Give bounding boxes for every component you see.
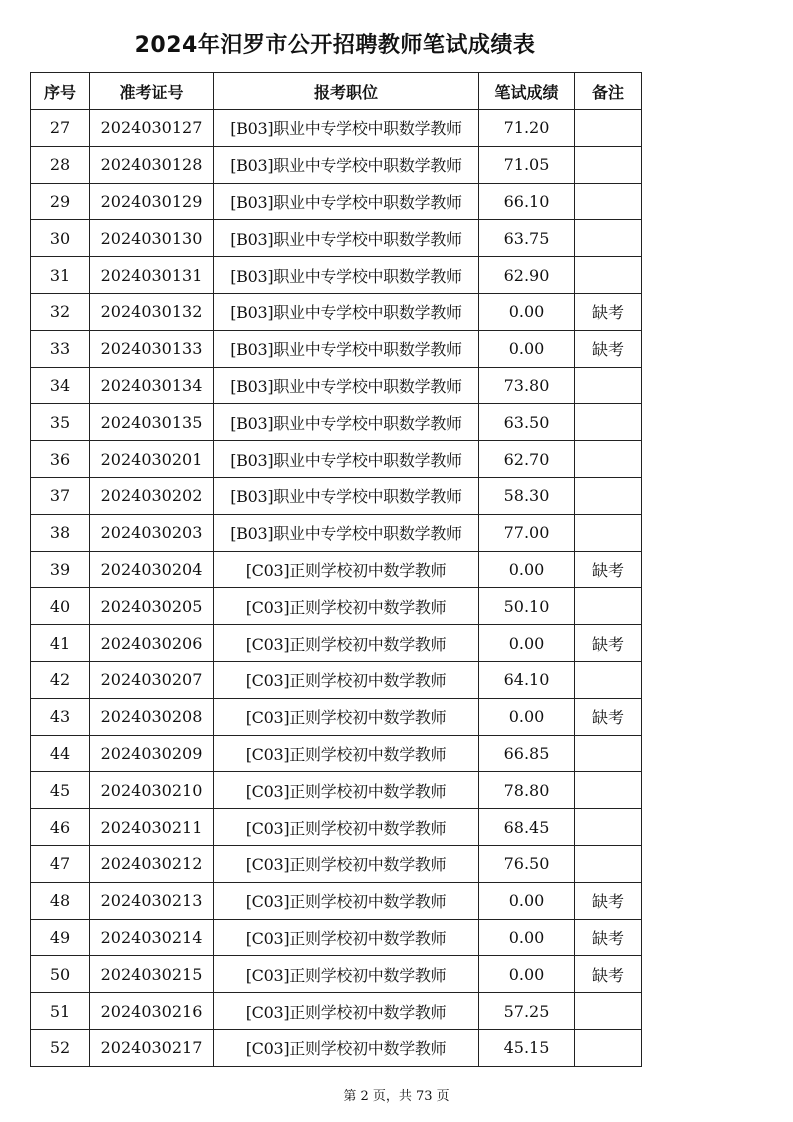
cell-position: [C03]正则学校初中数学教师 xyxy=(214,956,479,993)
cell-serial-no: 31 xyxy=(31,257,90,294)
cell-serial-no: 49 xyxy=(31,919,90,956)
table-row xyxy=(31,1029,642,1066)
table-row xyxy=(31,993,642,1030)
cell-score: 66.85 xyxy=(479,735,575,772)
cell-ticket-no: 2024030206 xyxy=(90,625,214,662)
cell-remark xyxy=(575,220,642,257)
table-header-row xyxy=(31,73,642,110)
cell-position: [C03]正则学校初中数学教师 xyxy=(214,735,479,772)
cell-remark xyxy=(575,367,642,404)
cell-ticket-no: 2024030131 xyxy=(90,257,214,294)
cell-score: 64.10 xyxy=(479,661,575,698)
cell-position: [B03]职业中专学校中职数学教师 xyxy=(214,514,479,551)
cell-serial-no: 48 xyxy=(31,882,90,919)
cell-score: 62.70 xyxy=(479,441,575,478)
cell-position: [B03]职业中专学校中职数学教师 xyxy=(214,441,479,478)
cell-ticket-no: 2024030128 xyxy=(90,146,214,183)
cell-score: 0.00 xyxy=(479,293,575,330)
cell-position: [C03]正则学校初中数学教师 xyxy=(214,772,479,809)
cell-serial-no: 27 xyxy=(31,110,90,147)
cell-remark xyxy=(575,183,642,220)
cell-ticket-no: 2024030208 xyxy=(90,698,214,735)
cell-remark xyxy=(575,661,642,698)
cell-score: 62.90 xyxy=(479,257,575,294)
cell-ticket-no: 2024030216 xyxy=(90,993,214,1030)
cell-score: 78.80 xyxy=(479,772,575,809)
cell-position: [B03]职业中专学校中职数学教师 xyxy=(214,183,479,220)
cell-position: [C03]正则学校初中数学教师 xyxy=(214,882,479,919)
cell-score: 63.75 xyxy=(479,220,575,257)
table-row xyxy=(31,625,642,662)
cell-remark: 缺考 xyxy=(575,882,642,919)
table-row xyxy=(31,735,642,772)
cell-serial-no: 44 xyxy=(31,735,90,772)
cell-serial-no: 33 xyxy=(31,330,90,367)
header-ticket-no: 准考证号 xyxy=(90,73,214,110)
page-title: 2024年汨罗市公开招聘教师笔试成绩表 xyxy=(134,33,536,58)
scores-table xyxy=(30,72,642,1067)
cell-score: 45.15 xyxy=(479,1029,575,1066)
cell-remark xyxy=(575,588,642,625)
cell-remark xyxy=(575,146,642,183)
cell-ticket-no: 2024030210 xyxy=(90,772,214,809)
cell-remark xyxy=(575,809,642,846)
cell-remark xyxy=(575,110,642,147)
cell-remark xyxy=(575,477,642,514)
cell-ticket-no: 2024030213 xyxy=(90,882,214,919)
cell-position: [C03]正则学校初中数学教师 xyxy=(214,845,479,882)
cell-serial-no: 30 xyxy=(31,220,90,257)
table-row xyxy=(31,477,642,514)
cell-remark xyxy=(575,772,642,809)
page-footer: 第 2 页，共 73 页 xyxy=(343,1089,450,1104)
table-row xyxy=(31,845,642,882)
table-row xyxy=(31,809,642,846)
cell-position: [B03]职业中专学校中职数学教师 xyxy=(214,367,479,404)
table-row xyxy=(31,956,642,993)
cell-ticket-no: 2024030204 xyxy=(90,551,214,588)
cell-position: [C03]正则学校初中数学教师 xyxy=(214,588,479,625)
cell-position: [B03]职业中专学校中职数学教师 xyxy=(214,110,479,147)
cell-ticket-no: 2024030135 xyxy=(90,404,214,441)
cell-ticket-no: 2024030215 xyxy=(90,956,214,993)
cell-serial-no: 52 xyxy=(31,1029,90,1066)
cell-ticket-no: 2024030201 xyxy=(90,441,214,478)
table-row xyxy=(31,661,642,698)
cell-position: [C03]正则学校初中数学教师 xyxy=(214,661,479,698)
cell-score: 0.00 xyxy=(479,330,575,367)
table-row xyxy=(31,404,642,441)
cell-serial-no: 51 xyxy=(31,993,90,1030)
cell-position: [B03]职业中专学校中职数学教师 xyxy=(214,220,479,257)
table-row xyxy=(31,441,642,478)
cell-position: [B03]职业中专学校中职数学教师 xyxy=(214,477,479,514)
cell-score: 73.80 xyxy=(479,367,575,404)
cell-ticket-no: 2024030212 xyxy=(90,845,214,882)
table-row xyxy=(31,919,642,956)
cell-ticket-no: 2024030202 xyxy=(90,477,214,514)
cell-score: 0.00 xyxy=(479,551,575,588)
cell-ticket-no: 2024030214 xyxy=(90,919,214,956)
cell-ticket-no: 2024030203 xyxy=(90,514,214,551)
table-row xyxy=(31,588,642,625)
cell-score: 50.10 xyxy=(479,588,575,625)
table-row xyxy=(31,551,642,588)
table-row xyxy=(31,110,642,147)
cell-score: 0.00 xyxy=(479,625,575,662)
cell-score: 0.00 xyxy=(479,698,575,735)
table-row xyxy=(31,772,642,809)
cell-position: [C03]正则学校初中数学教师 xyxy=(214,919,479,956)
cell-position: [C03]正则学校初中数学教师 xyxy=(214,551,479,588)
cell-serial-no: 47 xyxy=(31,845,90,882)
cell-ticket-no: 2024030130 xyxy=(90,220,214,257)
cell-serial-no: 32 xyxy=(31,293,90,330)
cell-serial-no: 39 xyxy=(31,551,90,588)
cell-remark: 缺考 xyxy=(575,330,642,367)
cell-ticket-no: 2024030207 xyxy=(90,661,214,698)
cell-serial-no: 36 xyxy=(31,441,90,478)
table-row xyxy=(31,514,642,551)
header-serial-no: 序号 xyxy=(31,73,90,110)
cell-serial-no: 28 xyxy=(31,146,90,183)
header-score: 笔试成绩 xyxy=(479,73,575,110)
cell-serial-no: 38 xyxy=(31,514,90,551)
cell-ticket-no: 2024030209 xyxy=(90,735,214,772)
cell-ticket-no: 2024030129 xyxy=(90,183,214,220)
cell-score: 71.05 xyxy=(479,146,575,183)
cell-ticket-no: 2024030133 xyxy=(90,330,214,367)
cell-ticket-no: 2024030217 xyxy=(90,1029,214,1066)
cell-score: 57.25 xyxy=(479,993,575,1030)
cell-position: [C03]正则学校初中数学教师 xyxy=(214,993,479,1030)
cell-position: [C03]正则学校初中数学教师 xyxy=(214,1029,479,1066)
table-row xyxy=(31,146,642,183)
cell-serial-no: 34 xyxy=(31,367,90,404)
cell-position: [B03]职业中专学校中职数学教师 xyxy=(214,293,479,330)
table-row xyxy=(31,367,642,404)
cell-remark: 缺考 xyxy=(575,551,642,588)
cell-ticket-no: 2024030205 xyxy=(90,588,214,625)
cell-remark xyxy=(575,845,642,882)
cell-remark xyxy=(575,993,642,1030)
cell-position: [C03]正则学校初中数学教师 xyxy=(214,698,479,735)
table-row xyxy=(31,183,642,220)
cell-remark xyxy=(575,514,642,551)
cell-remark xyxy=(575,257,642,294)
cell-remark: 缺考 xyxy=(575,625,642,662)
cell-position: [B03]职业中专学校中职数学教师 xyxy=(214,257,479,294)
cell-position: [B03]职业中专学校中职数学教师 xyxy=(214,330,479,367)
cell-remark xyxy=(575,735,642,772)
table-row xyxy=(31,257,642,294)
cell-position: [C03]正则学校初中数学教师 xyxy=(214,809,479,846)
cell-serial-no: 40 xyxy=(31,588,90,625)
cell-score: 76.50 xyxy=(479,845,575,882)
cell-remark xyxy=(575,404,642,441)
cell-remark xyxy=(575,1029,642,1066)
header-remark: 备注 xyxy=(575,73,642,110)
cell-position: [B03]职业中专学校中职数学教师 xyxy=(214,404,479,441)
header-position: 报考职位 xyxy=(214,73,479,110)
cell-score: 63.50 xyxy=(479,404,575,441)
cell-score: 58.30 xyxy=(479,477,575,514)
cell-remark: 缺考 xyxy=(575,293,642,330)
cell-score: 0.00 xyxy=(479,956,575,993)
cell-serial-no: 42 xyxy=(31,661,90,698)
cell-serial-no: 35 xyxy=(31,404,90,441)
cell-ticket-no: 2024030134 xyxy=(90,367,214,404)
cell-serial-no: 50 xyxy=(31,956,90,993)
cell-score: 77.00 xyxy=(479,514,575,551)
cell-score: 68.45 xyxy=(479,809,575,846)
table-row xyxy=(31,698,642,735)
cell-serial-no: 46 xyxy=(31,809,90,846)
cell-remark: 缺考 xyxy=(575,956,642,993)
cell-serial-no: 41 xyxy=(31,625,90,662)
cell-position: [B03]职业中专学校中职数学教师 xyxy=(214,146,479,183)
cell-position: [C03]正则学校初中数学教师 xyxy=(214,625,479,662)
table-row xyxy=(31,330,642,367)
cell-score: 66.10 xyxy=(479,183,575,220)
cell-score: 0.00 xyxy=(479,919,575,956)
cell-serial-no: 43 xyxy=(31,698,90,735)
cell-remark: 缺考 xyxy=(575,919,642,956)
table-row xyxy=(31,882,642,919)
cell-score: 0.00 xyxy=(479,882,575,919)
cell-ticket-no: 2024030211 xyxy=(90,809,214,846)
cell-serial-no: 29 xyxy=(31,183,90,220)
cell-remark xyxy=(575,441,642,478)
cell-remark: 缺考 xyxy=(575,698,642,735)
cell-ticket-no: 2024030127 xyxy=(90,110,214,147)
cell-ticket-no: 2024030132 xyxy=(90,293,214,330)
cell-score: 71.20 xyxy=(479,110,575,147)
cell-serial-no: 45 xyxy=(31,772,90,809)
table-row xyxy=(31,220,642,257)
table-row xyxy=(31,293,642,330)
cell-serial-no: 37 xyxy=(31,477,90,514)
